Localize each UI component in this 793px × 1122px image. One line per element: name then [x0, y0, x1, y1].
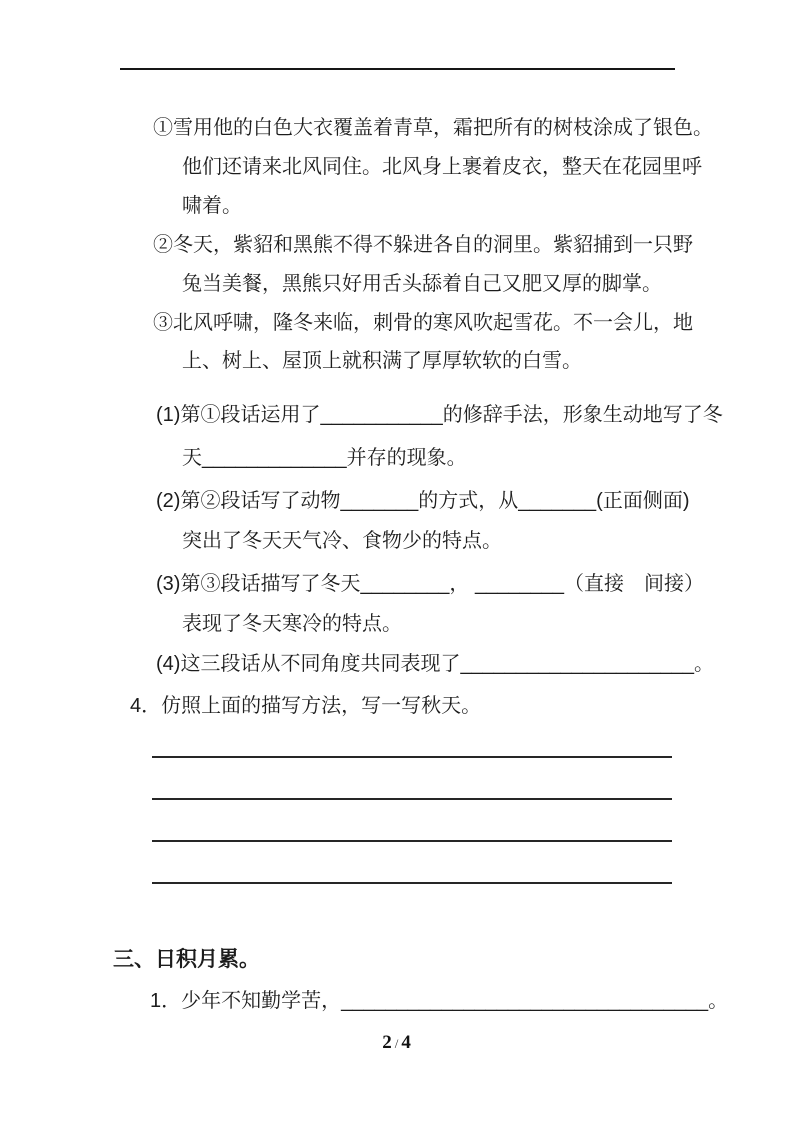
header-rule: [120, 68, 675, 70]
passage-p1-line1: ①雪用他的白色大衣覆盖着青草，霜把所有的树枝涂成了银色。: [153, 117, 713, 139]
page-total: 4: [401, 1032, 411, 1053]
passage-p3-line2: 上、树上、屋顶上就积满了厚厚软软的白雪。: [182, 350, 582, 372]
question-3-line2: 表现了冬天寒冷的特点。: [182, 613, 402, 635]
question-4-line1: (4)这三段话从不同角度共同表现了_____________________。: [156, 653, 715, 675]
passage-p2-line2: 兔当美餐，黑熊只好用舌头舔着自己又肥又厚的脚掌。: [182, 273, 662, 295]
task-4-prompt: 4．仿照上面的描写方法，写一写秋天。: [130, 695, 482, 717]
section-3-item-1: 1．少年不知勤学苦，_________________________________。: [150, 990, 729, 1012]
page-current: 2: [382, 1032, 392, 1053]
answer-line-1: [152, 756, 672, 758]
question-1-line1: (1)第①段话运用了___________的修辞手法，形象生动地写了冬: [156, 404, 723, 426]
section-3-heading: 三、日积月累。: [113, 948, 260, 971]
answer-line-4: [152, 882, 672, 884]
question-2-line2: 突出了冬天天气冷、食物少的特点。: [182, 530, 502, 552]
question-2-line1: (2)第②段话写了动物_______的方式，从_______(正面侧面): [156, 490, 690, 512]
passage-p1-line3: 啸着。: [182, 195, 242, 217]
question-1-line2: 天_____________并存的现象。: [182, 447, 467, 469]
passage-p1-line2: 他们还请来北风同住。北风身上裹着皮衣，整天在花园里呼: [182, 156, 702, 178]
answer-line-3: [152, 840, 672, 842]
answer-line-2: [152, 798, 672, 800]
page-number: [0, 1032, 793, 1054]
passage-p2-line1: ②冬天，紫貂和黑熊不得不躲进各自的洞里。紫貂捕到一只野: [153, 234, 693, 256]
question-3-line1: (3)第③段话描写了冬天________， ________（直接 间接）: [156, 573, 704, 595]
page-separator-icon: /: [394, 1036, 399, 1051]
passage-p3-line1: ③北风呼啸，隆冬来临，刺骨的寒风吹起雪花。不一会儿，地: [153, 312, 693, 334]
